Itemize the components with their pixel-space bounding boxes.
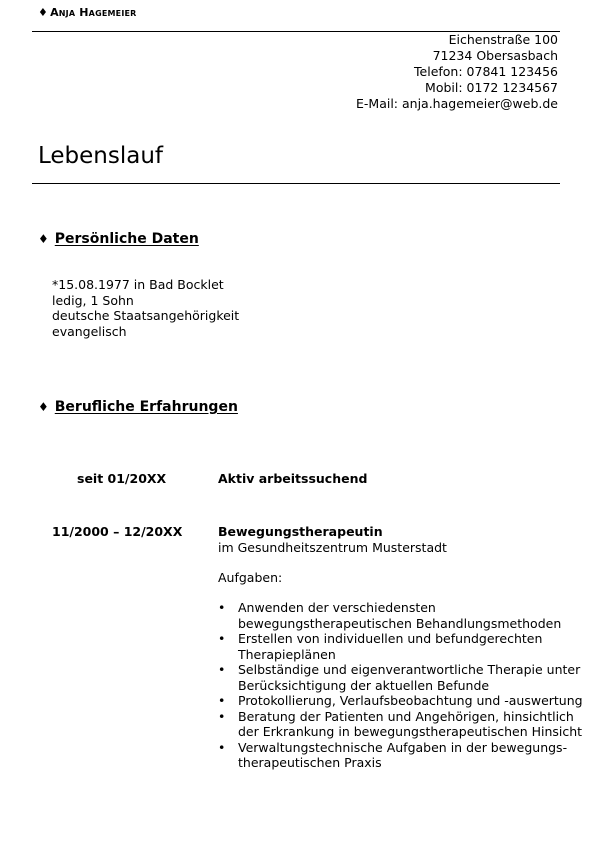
address-city: 71234 Obersasbach [432,48,558,63]
task-line: Anwenden der verschiedensten [238,600,436,615]
entry-employer: im Gesundheitszentrum Musterstadt [218,540,447,555]
task-item [218,631,593,662]
bullet-icon: • [218,600,226,615]
diamond-icon: ♦ [38,6,49,19]
address-block [356,32,558,112]
task-line: der Erkrankung in bewegungstherapeutischen Hinsicht [238,724,583,739]
bullet-icon: • [218,631,226,646]
task-line: Protokollierung, Verlaufsbeobachtung und -auswertung [238,693,583,708]
applicant-name: Anja Hagemeier [50,6,137,19]
personal-birth: *15.08.1977 in Bad Bocklet [52,277,224,292]
task-line: Erstellen von individuellen und befundgerechten [238,631,543,646]
address-phone: Telefon: 07841 123456 [414,64,558,79]
task-line: Verwaltungstechnische Aufgaben in der bewegungs- [238,739,568,755]
bullet-icon: • [218,662,226,677]
address-mobile: Mobil: 0172 1234567 [425,80,558,95]
address-street: Eichenstraße 100 [448,32,558,47]
diamond-icon: ♦ [38,400,49,414]
task-line: Therapieplänen [238,646,336,662]
title-divider [32,183,560,184]
tasks-label: Aufgaben: [218,570,283,585]
task-item [218,709,593,740]
task-line: Berücksichtigung der aktuellen Befunde [238,677,490,693]
bullet-icon: • [218,708,226,724]
section-heading-experience [38,399,238,415]
diamond-icon: ♦ [38,232,49,246]
entry-title: Bewegungstherapeutin [218,524,383,539]
task-item [218,693,593,709]
task-line: therapeutischen Praxis [238,755,382,770]
personal-data [52,277,239,339]
task-item [218,740,593,771]
personal-marital: ledig, 1 Sohn [52,292,134,308]
bullet-icon: • [218,693,226,708]
task-line: Selbständige und eigenverantwortliche Therapie unter [238,662,581,677]
personal-nationality: deutsche Staatsangehörigkeit [52,308,240,323]
task-item [218,662,593,693]
entry-date: 11/2000 – 12/20XX [52,524,183,539]
section-heading-label: Berufliche Erfahrungen [54,399,238,415]
section-heading-label: Persönliche Daten [54,231,199,247]
personal-religion: evangelisch [52,323,127,339]
entry-title: Aktiv arbeitssuchend [218,471,368,486]
tasks-list [218,600,593,771]
entry-date: seit 01/20XX [77,471,167,486]
address-email: E-Mail: anja.hagemeier@web.de [356,96,558,111]
task-item [218,600,593,631]
task-line: bewegungstherapeutischen Behandlungsmethoden [238,615,562,631]
bullet-icon: • [218,739,226,755]
section-heading-personal [38,231,199,247]
page-title: Lebenslauf [38,143,164,169]
header-name [38,6,137,19]
task-line: Beratung der Patienten und Angehörigen, hinsichtlich [238,708,574,724]
